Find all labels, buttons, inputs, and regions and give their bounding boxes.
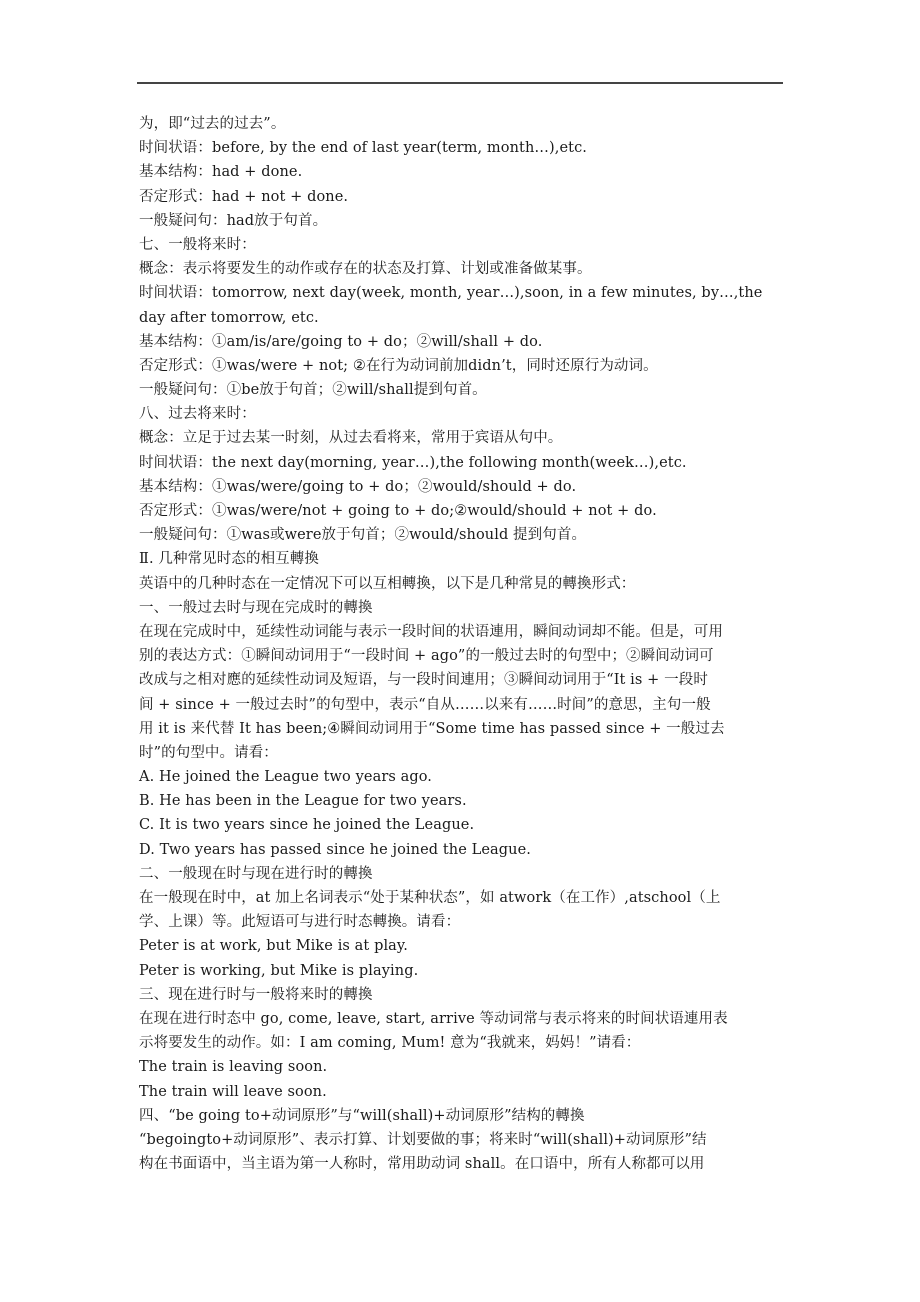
text-line: day after tomorrow, etc. [139,309,319,326]
text-line: 基本结构：①was/were/going to + do；②would/should + do. [139,478,577,495]
text-line: 时间状语：before, by the end of last year(term, month…),etc. [139,140,588,157]
text-line: 学、上课）等。此短语可与进行时态轉換。请看： [139,914,461,931]
text-line: 基本结构：had + done. [139,164,303,181]
text-line: 时”的句型中。请看： [139,744,278,761]
section-heading: 三、现在进行时与一般将来时的轉換 [139,986,373,1003]
example-sentence: D. Two years has passed since he joined the League. [139,841,531,858]
text-line: 时间状语：the next day(morning, year…),the following month(week…),etc. [139,454,687,471]
section-heading: Ⅱ. 几种常见时态的相互轉換 [139,551,319,568]
section-heading: 四、“be going to+动词原形”与“will(shall)+动词原形”结构的轉換 [139,1107,585,1124]
text-line: 别的表达方式：①瞬间动词用于“一段时间 + ago”的一般过去时的句型中；②瞬间动词可 [139,648,714,665]
header-rule [137,82,783,84]
example-sentence: B. He has been in the League for two years. [139,793,467,810]
text-line: 用 it is 来代替 It has been;④瞬间动词用于“Some time has passed since + 一般过去 [139,720,725,737]
example-sentence: The train will leave soon. [139,1083,327,1100]
text-line: 在一般现在时中，at 加上名词表示“处于某种状态”，如 atwork（在工作）,atschool（上 [139,890,721,906]
example-sentence: C. It is two years since he joined the League. [139,817,475,834]
text-line: 为，即“过去的过去”。 [139,116,286,132]
text-line: 改成与之相对應的延续性动词及短语，与一段时间連用；③瞬间动词用于“It is + 一段时 [139,672,708,689]
text-line: 概念：立足于过去某一时刻，从过去看将来，常用于宾语从句中。 [139,430,563,447]
example-sentence: The train is leaving soon. [139,1059,328,1076]
text-line: 一般疑问句：①be放于句首；②will/shall提到句首。 [139,382,487,399]
text-line: 概念：表示将要发生的动作或存在的状态及打算、计划或准备做某事。 [139,261,592,278]
text-line: 在现在完成时中，延续性动词能与表示一段时间的状语連用，瞬间动词却不能。但是，可用 [139,623,723,640]
text-line: 否定形式：①was/were/not + going to + do;②would/should + not + do. [139,503,657,519]
section-heading: 一、一般过去时与现在完成时的轉換 [139,599,373,616]
text-line: 否定形式：had + not + done. [139,188,349,205]
text-line: 在现在进行时态中 go, come, leave, start, arrive 等动词常与表示将来的时间状语連用表 [139,1010,728,1027]
text-line: 时间状语：tomorrow, next day(week, month, year…),soon, in a few minutes, by…,the [139,285,763,302]
example-sentence: Peter is at work, but Mike is at play. [139,938,409,955]
text-line: “begoingto+动词原形”、表示打算、计划要做的事；将来时“will(shall)+动词原形”结 [139,1131,707,1148]
text-line: 英语中的几种时态在一定情况下可以互相轉換，以下是几种常見的轉換形式： [139,575,636,592]
text-line: 基本结构：①am/is/are/going to + do；②will/shall + do. [139,333,543,350]
text-line: 一般疑问句：①was或were放于句首；②would/should 提到句首。 [139,527,587,544]
text-line: 间 + since + 一般过去时”的句型中，表示“自从……以来有……时间”的意思，主句一般 [139,696,711,713]
text-line: 示将要发生的动作。如：I am coming, Mum! 意为“我就来，妈妈！”请看： [139,1035,641,1052]
example-sentence: Peter is working, but Mike is playing. [139,962,419,979]
text-line: 一般疑问句：had放于句首。 [139,212,328,229]
section-heading: 八、过去将来时： [139,406,256,423]
section-heading: 七、一般将来时： [139,236,256,253]
section-heading: 二、一般现在时与现在进行时的轉換 [139,865,373,882]
document-body [139,112,807,1176]
example-sentence: A. He joined the League two years ago. [139,769,433,786]
text-line: 构在书面语中，当主语为第一人称时，常用助动词 shall。在口语中，所有人称都可以用 [139,1156,705,1173]
text-line: 否定形式：①was/were + not; ②在行为动词前加didn’t，同时还原行为动词。 [139,357,658,374]
